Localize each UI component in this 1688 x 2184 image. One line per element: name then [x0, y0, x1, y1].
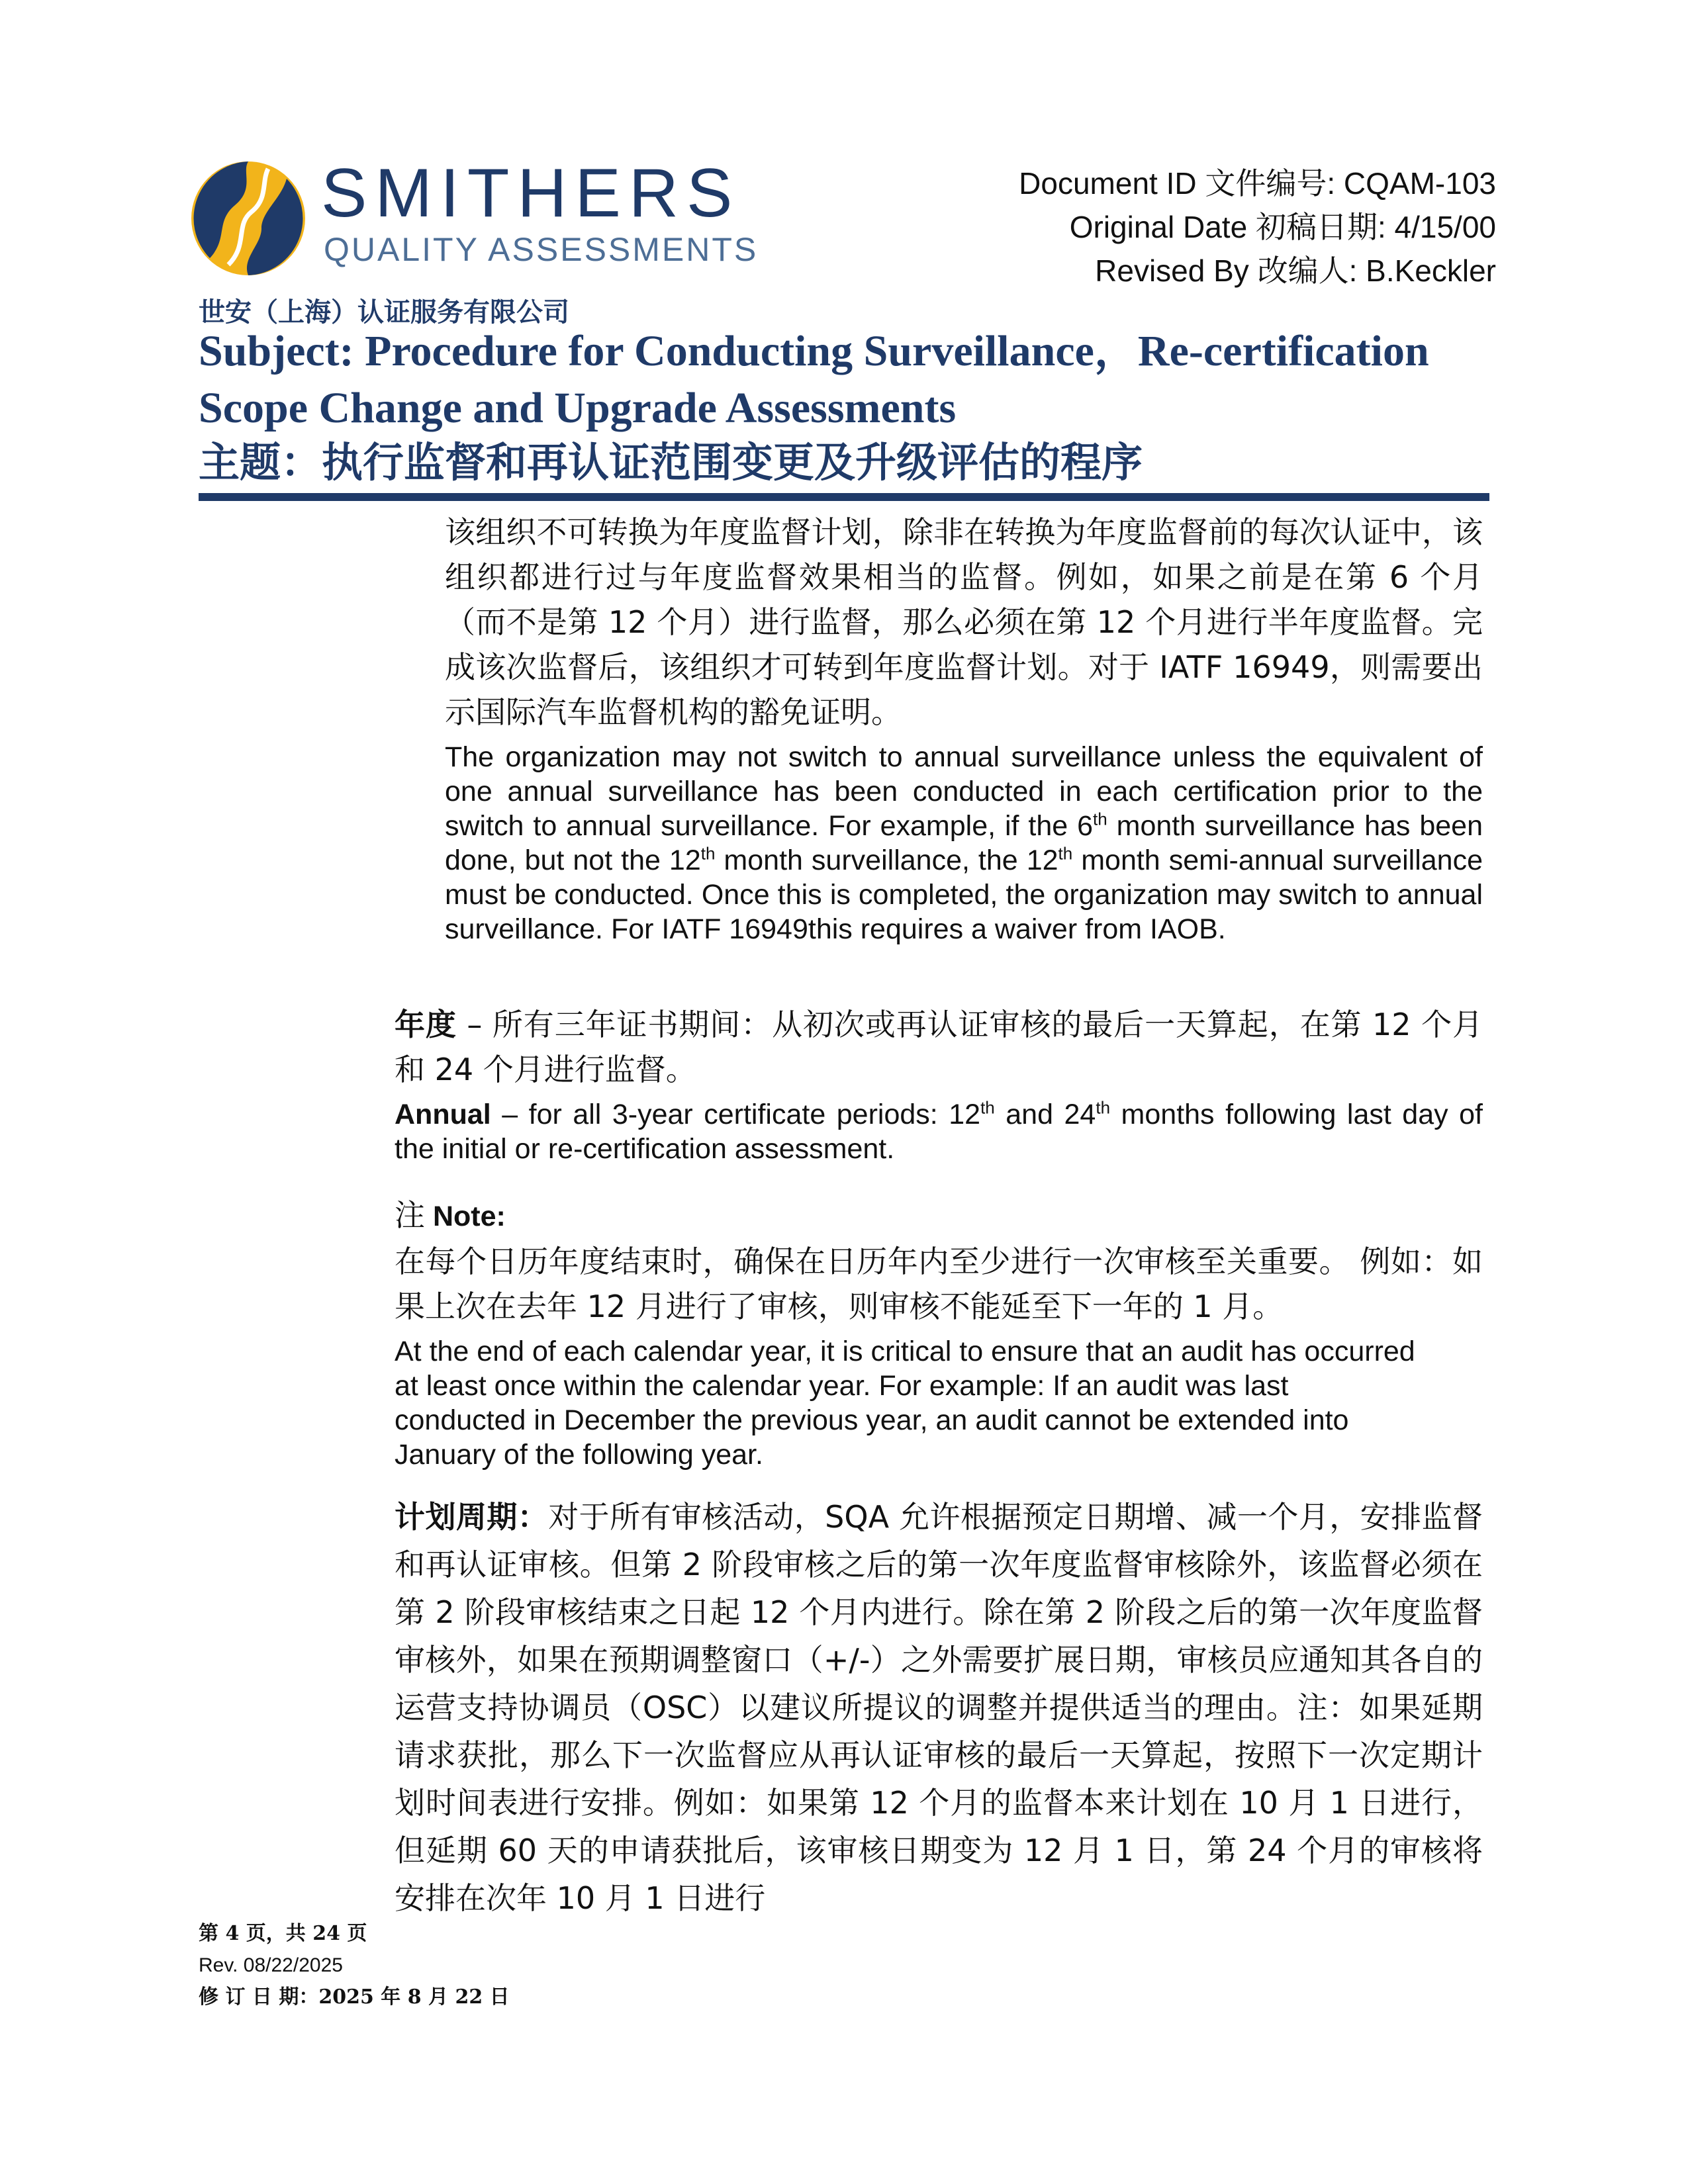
schedule-cn [395, 1493, 1483, 1922]
text-run: month surveillance, the 12 [715, 844, 1058, 876]
header-divider [199, 493, 1489, 501]
note-section [395, 1193, 1483, 1472]
logo-wordmark: SMITHERS [321, 155, 741, 232]
note-en-line: At the end of each calendar year, it is critical to ensure that an audit has occurred [395, 1336, 1415, 1367]
text-run: month semi-annual surveillance must be conducted. Once this is completed, the organization may switch to annual surveillance. For IATF 16949this requires a waiver from IAOB. [445, 844, 1483, 945]
annual-cn [395, 1002, 1483, 1092]
note-en-line: at least once within the calendar year. For example: If an audit was last [395, 1370, 1289, 1402]
text-run: month surveillance has been done, but not the 12 [445, 810, 1483, 876]
note-label-en: Note: [425, 1201, 506, 1232]
subject-en-line1: Subject: Procedure for Conducting Surveillance，Re-certification [199, 327, 1429, 375]
superscript: th [1096, 1097, 1111, 1118]
note-cn: 在每个日历年度结束时，确保在日历年内至少进行一次审核至关重要。 例如：如果上次在去年 12 月进行了审核，则审核不能延至下一年的 1 月。 [395, 1244, 1483, 1324]
note-label-cn: 注 [395, 1197, 425, 1233]
note-en-line: January of the following year. [395, 1439, 763, 1471]
subject-cn: 主题：执行监督和再认证范围变更及升级评估的程序 [199, 438, 1143, 486]
superscript: th [980, 1097, 995, 1118]
page-footer [199, 1918, 510, 2013]
annual-switch-en [445, 740, 1483, 946]
original-date: Original Date 初稿日期: 4/15/00 [1069, 210, 1496, 244]
document-meta [1019, 161, 1496, 293]
note-en-line: conducted in December the previous year, an audit cannot be extended into [395, 1404, 1349, 1436]
superscript: th [1093, 809, 1107, 829]
text-run: – for all 3-year certificate periods: 12 [491, 1099, 981, 1130]
annual-en-label: Annual [395, 1099, 491, 1130]
text-run: – 所有三年证书期间：从初次或再认证审核的最后一天算起，在第 12 个月和 24 个月进行监督。 [395, 1007, 1483, 1087]
revised-by: Revised By 改编人: B.Keckler [1095, 253, 1496, 288]
text-run: 对于所有审核活动，SQA 允许根据预定日期增、减一个月，安排监督和再认证审核。但第 2 阶段审核之后的第一次年度监督审核除外，该监督必须在第 2 阶段审核结束之日起 12 个月内进行。除在第 2 阶段之后的第一次年度监督审核外，如果在预期调整窗口（+/-）之外需要扩展日期，审核员应通知其各自的运营支持协调员（OSC）以建议所提议的调整并提供适当的理由。注：如果延期请求获批，那么下一次监督应从再认证审核的最后一天算起，按照下一次定期计划时间表进行安排。例如：如果第 12 个月的监督本来计划在 10 月 1 日进行，但延期 60 天的申请获批后，该审核日期变为 12 月 1 日，第 24 个月的审核将安排在次年 10 月 1 日进行 [395, 1499, 1483, 1916]
subject-heading [199, 323, 1516, 491]
smithers-logo [189, 155, 759, 285]
revision: Rev. 08/22/2025 [199, 1954, 343, 1976]
document-id: Document ID 文件编号: CQAM-103 [1019, 166, 1496, 201]
company-name-cn: 世安（上海）认证服务有限公司 [199, 296, 569, 328]
revision-date-cn: 修 订 日 期：2025 年 8 月 22 日 [199, 1985, 510, 2009]
note-en [395, 1334, 1483, 1472]
text-run: and 24 [994, 1099, 1096, 1130]
text-run: The organization may not switch to annual surveillance unless the equivalent of one annual surveillance has been conducted in each certification prior to the switch to annual surveillance. For example, if the 6 [445, 741, 1483, 842]
smithers-logo-mark-icon [189, 159, 308, 278]
superscript: th [700, 843, 716, 864]
note-heading [395, 1193, 1483, 1239]
annual-switch-section [445, 510, 1483, 946]
superscript: th [1058, 843, 1073, 864]
annual-switch-cn: 该组织不可转换为年度监督计划，除非在转换为年度监督前的每次认证中，该组织都进行过与年度监督效果相当的监督。例如，如果之前是在第 6 个月（而不是第 12 个月）进行监督，那么必须在第 12 个月进行半年度监督。完成该次监督后，该组织才可转到年度监督计划。对于 IATF 16949，则需要出示国际汽车监督机构的豁免证明。 [445, 514, 1483, 730]
schedule-label: 计划周期： [395, 1499, 549, 1535]
logo-tagline: QUALITY ASSESSMENTS [324, 231, 759, 268]
subject-en-line2: Scope Change and Upgrade Assessments [199, 384, 957, 432]
text-run: months following last day of the initial or re-certification assessment. [395, 1099, 1483, 1165]
schedule-section [395, 1493, 1483, 1922]
annual-cn-label: 年度 [395, 1007, 457, 1042]
annual-section [395, 1002, 1483, 1166]
page-number: 第 4 页，共 24 页 [199, 1922, 367, 1945]
annual-en [395, 1097, 1483, 1166]
